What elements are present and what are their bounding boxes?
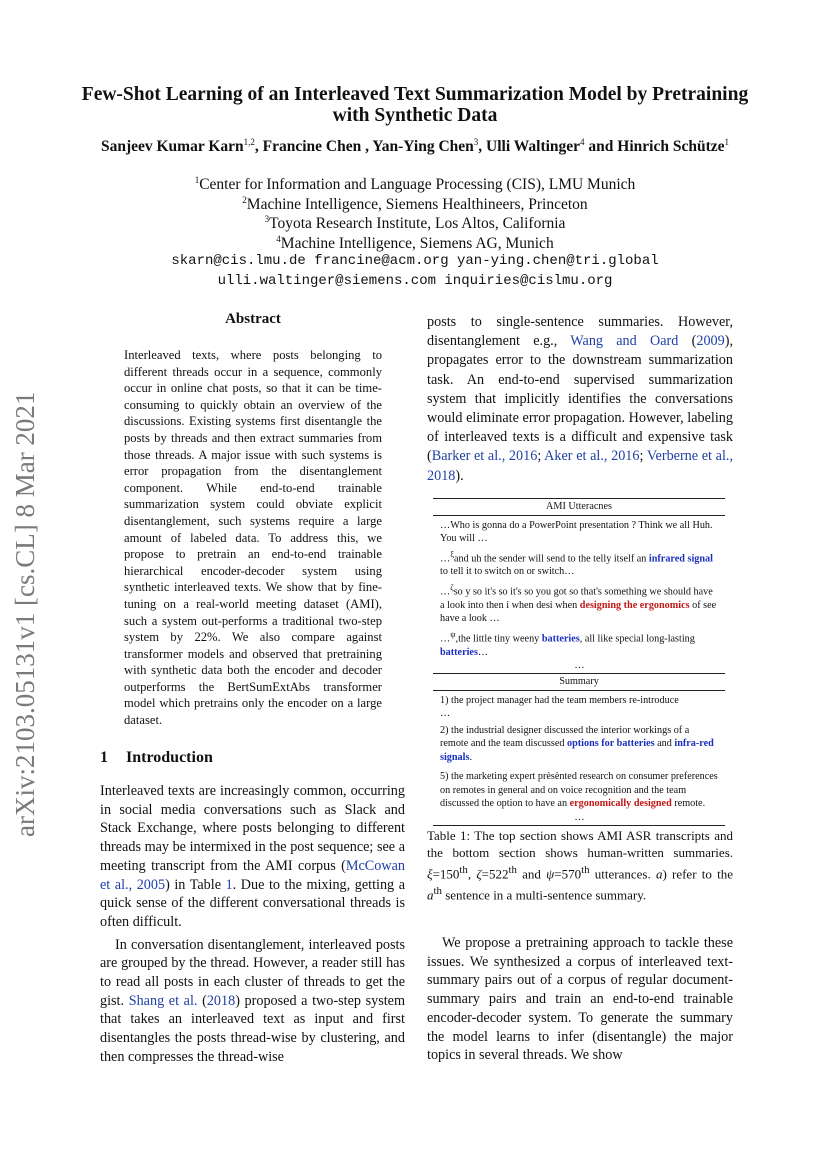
text-run: ( <box>197 992 207 1009</box>
text-run: In conversation disentanglement, interleaved posts are grouped by the thread. However, a reader still has to read all posts in each cluster of threads to get the gist. <box>100 936 405 1009</box>
text-run: . <box>469 751 472 763</box>
text-run: … <box>440 586 451 598</box>
text-run: … <box>440 552 451 564</box>
utterance-marker: ζ <box>450 581 454 592</box>
table-1 <box>433 498 725 826</box>
utterance <box>440 548 719 579</box>
text-run: Interleaved texts are increasingly common, occurring in social media conversations such as Slack and Stack Exchange, where posts belonging to different threads may be intermixed in the post sequence; see a meeting transcript from the AMI corpus ( <box>100 783 405 874</box>
text-run: =570 <box>554 866 582 882</box>
text-run: ( <box>678 333 697 350</box>
author-affiliation-mark: 3 <box>473 137 479 147</box>
text-run: 5) the marketing expert prèsènted research on consumer preferences on remotes in general and on voice recognition and the team discussed the option to have an <box>440 771 718 810</box>
text-run: =150 <box>432 866 460 882</box>
text-run: and <box>654 738 675 750</box>
author-affiliation-mark: 1 <box>724 137 730 147</box>
table-caption <box>427 827 733 903</box>
author-list <box>40 137 790 156</box>
math-symbol: ξ <box>427 866 433 882</box>
affiliation-mark: 3 <box>264 214 270 224</box>
citation-link[interactable]: Barker et al., 2016 <box>431 448 538 465</box>
text-run: 2) the industrial designer discussed the interior workings of a remote and the team discussed <box>440 724 690 750</box>
arxiv-stamp: arXiv:2103.05131v1 [cs.CL] 8 Mar 2021 <box>10 391 40 837</box>
email-line: skarn@cis.lmu.de francine@acm.org yan-ying.chen@tri.global <box>171 253 659 269</box>
table-ref-link[interactable]: 1 <box>225 876 233 893</box>
highlight-blue: infra-red signals <box>440 738 714 763</box>
superscript: th <box>459 863 468 876</box>
affiliation-text: Center for Information and Language Processing (CIS), LMU Munich <box>199 176 636 194</box>
email-block <box>90 251 740 291</box>
author-name: Hinrich Schütze <box>617 138 725 156</box>
citation-link[interactable]: Aker et al., 2016 <box>544 448 640 465</box>
utterance-cell <box>433 516 725 674</box>
text-run: , all like special long-lasting <box>579 633 695 645</box>
paper-title: Few-Shot Learning of an Interleaved Text Summarization Model by Pretraining with Synthetic Data <box>81 84 749 126</box>
intro-paragraph <box>100 936 405 1067</box>
affiliation-mark: 2 <box>242 194 247 205</box>
text-run: sentence in a multi-sentence summary. <box>441 886 647 902</box>
intro-continuation <box>427 313 733 486</box>
author-name: Ulli Waltinger <box>486 138 581 156</box>
text-run: so y so it's so it's so you got so that's something we should have a look into then i when desi when <box>440 586 713 611</box>
text-run: utterances. <box>589 866 656 882</box>
math-symbol: ζ <box>476 866 482 882</box>
abstract-heading: Abstract <box>225 311 281 327</box>
math-symbol: ψ <box>546 866 555 882</box>
affiliation-text: Machine Intelligence, Siemens AG, Munich <box>280 234 554 252</box>
text-run: ,the little tiny weeny <box>455 633 542 645</box>
author-separator: and <box>584 138 618 156</box>
section-heading <box>100 749 213 767</box>
author-affiliation-mark: 4 <box>580 137 585 147</box>
text-run: and <box>516 866 547 882</box>
text-run: remote. <box>671 798 706 810</box>
utterance: …Who is gonna do a PowerPoint presentation ? Think we all Huh. You will … <box>440 519 713 544</box>
summary-sentence: 1) the project manager had the team members re-introduce <box>440 694 679 706</box>
citation-link[interactable]: Verberne et al., 2018 <box>427 448 733 484</box>
math-symbol: a <box>427 886 434 902</box>
utterance <box>440 581 719 626</box>
utterance-marker: ξ <box>450 548 454 559</box>
highlight-red: ergonomically designed <box>569 798 672 810</box>
body-paragraph: We propose a pretraining approach to tackle these issues. We synthesized a corpus of interleaved text-summary pairs out of a corpus of regular document-summary pairs and train an end-to-end trainable encoder-decoder system. To generate the summary the model learns to infer (disentangle) the major topics in several threads. We show <box>427 935 733 1064</box>
highlight-blue: batteries <box>440 646 478 658</box>
author-separator: , <box>361 138 373 156</box>
citation-link[interactable]: 2018 <box>206 992 236 1009</box>
author-affiliation-mark: 1,2 <box>243 137 255 147</box>
math-symbol: a <box>655 866 663 882</box>
author-name: Sanjeev Kumar Karn <box>100 138 244 156</box>
text-run: ). <box>455 467 464 484</box>
text-run: of see have a look … <box>440 599 717 625</box>
affiliation-text: Toyota Research Institute, Los Altos, California <box>269 215 566 233</box>
text-run: ) in Table <box>165 876 226 893</box>
citation-link[interactable]: Wang and Oard <box>570 333 679 350</box>
superscript: th <box>508 863 517 876</box>
summary-sentence <box>440 724 719 765</box>
text-run: ; <box>639 448 647 465</box>
highlight-blue: options for batteries <box>567 738 655 750</box>
utterance-marker: ψ <box>450 628 456 639</box>
affiliation-mark: 4 <box>276 233 281 244</box>
email-line: ulli.waltinger@siemens.com inquiries@cislmu.org <box>217 273 613 289</box>
affiliation-mark: 1 <box>194 175 200 185</box>
citation-link[interactable]: McCowan et al., 2005 <box>100 857 405 893</box>
affiliation-text: Machine Intelligence, Siemens Healthineers, Princeton <box>246 195 588 213</box>
table-header-summary: Summary <box>559 676 599 688</box>
text-run: Table 1: The top section shows AMI ASR transcripts and the bottom section shows human-written summaries. <box>427 828 733 861</box>
ellipsis: … <box>440 708 451 720</box>
abstract-text: Interleaved texts, where posts belonging to different threads occur in a sequence, commonly occur in online chat posts, so that it can be time-consuming to quickly obtain an overview of the discussions. Existing systems first disentangle the posts by threads and then extract summaries from those threads. A major issue with such systems is error propagation from the disentanglement component. While end-to-end trainable summarization system could obviate explicit disentanglement, such systems require a large amount of labeled data. To address this, we propose to pretrain an end-to-end trainable hierarchical encoder-decoder system using synthetic interleaved texts. We show that by fine-tuning on a real-world meeting dataset (AMI), such a system out-performs a traditional two-step system by 22%. We also compare against transformer models and observed that pretraining with synthetic data both the encoder and decoder outperforms the BertSumExtAbs transformer model which pretrains only the encoder on a large dataset. <box>124 348 382 728</box>
section-title: Introduction <box>126 749 213 766</box>
highlight-red: designing the ergonomics <box>579 599 690 611</box>
highlight-blue: batteries <box>541 633 580 645</box>
summary-cell <box>433 691 725 825</box>
text-run: . Due to the mixing, getting a quick sense of the different conversational threads is often difficult. <box>100 876 406 930</box>
affiliation-line <box>100 230 730 254</box>
ellipsis: … <box>574 660 585 672</box>
section-number: 1 <box>100 749 108 766</box>
author-name: Yan-Ying Chen <box>372 138 474 156</box>
text-run: ) refer to the <box>662 866 733 882</box>
text-run: =522 <box>481 866 509 882</box>
text-run: ), propagates error to the downstream summarization task. An end-to-end supervised summarization system that implicitly identifies the conversations would eliminate error propagation. However, labeling of interleaved texts is a difficult and expensive task ( <box>427 333 733 465</box>
intro-paragraph <box>100 782 405 932</box>
ellipsis: … <box>574 811 585 823</box>
superscript: th <box>433 884 442 897</box>
author-separator: , <box>254 138 263 156</box>
superscript: th <box>581 863 590 876</box>
author-name: Francine Chen <box>262 138 362 156</box>
highlight-blue: infrared signal <box>648 552 713 564</box>
summary-sentence <box>440 770 719 811</box>
author-separator: , <box>478 138 487 156</box>
introduction-body <box>100 782 405 1081</box>
text-run: to tell it to switch on or switch… <box>440 566 575 578</box>
text-run: … <box>440 633 451 645</box>
citation-link[interactable]: 2009 <box>696 333 725 350</box>
text-run: … <box>477 646 489 658</box>
table-header-utterances: AMI Utteracnes <box>546 501 612 512</box>
utterance <box>440 628 719 659</box>
text-run: ; <box>537 448 545 465</box>
text-run: posts to single-sentence summaries. However, disentanglement e.g., <box>427 314 733 350</box>
text-run: ) proposed a two-step system that takes an interleaved text as input and first disentangles the posts thread-wise by clustering, and then compresses the thread-wise <box>100 992 406 1065</box>
citation-link[interactable]: Shang et al. <box>128 992 198 1009</box>
text-run: and uh the sender will send to the telly itself an <box>453 552 649 564</box>
text-run: , <box>467 866 477 882</box>
table-rule <box>433 825 725 826</box>
